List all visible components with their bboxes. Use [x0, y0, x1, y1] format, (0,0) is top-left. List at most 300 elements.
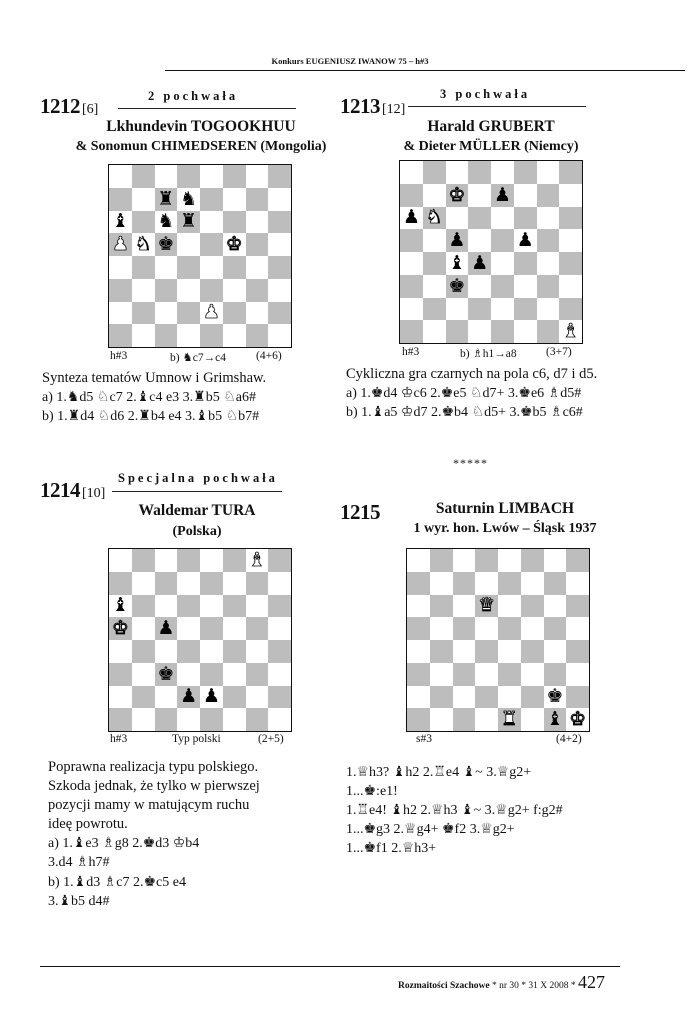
solution-line: 1...♚:e1!	[346, 784, 398, 799]
square-h5	[268, 617, 291, 640]
square-h1	[268, 708, 291, 731]
solution-line: 3.d4 ♗h7#	[48, 855, 110, 870]
square-a2	[400, 298, 423, 321]
solution-line: a) 1.♝e3 ♗g8 2.♚d3 ♔b4	[48, 836, 200, 851]
black-bishop-icon: ♝	[546, 708, 564, 731]
square-f8	[223, 165, 246, 188]
square-d2	[468, 298, 491, 321]
square-d1	[177, 324, 200, 347]
square-e2	[200, 302, 223, 325]
black-pawn-icon: ♟	[180, 685, 198, 708]
white-king-icon: ♚	[448, 183, 466, 206]
page-header: Konkurs EUGENIUSZ IWANOW 75 – h#3	[271, 56, 429, 66]
square-e6	[200, 595, 223, 618]
white-king-icon: ♚	[111, 617, 129, 640]
square-h4	[268, 256, 291, 279]
square-d4	[177, 640, 200, 663]
author-line-2: & Dieter MÜLLER (Niemcy)	[403, 139, 579, 154]
white-pawn-icon: ♟	[111, 233, 129, 256]
award-label: Specjalna pochwała	[118, 471, 278, 485]
square-b1	[132, 708, 155, 731]
author-line-1: Lkhundevin TOGOOKHUU	[106, 118, 296, 135]
square-c2	[155, 686, 178, 709]
square-d1	[468, 320, 491, 343]
square-a7	[407, 572, 430, 595]
square-d8	[177, 165, 200, 188]
square-f2	[521, 686, 544, 709]
square-h2	[268, 302, 291, 325]
square-f3	[223, 279, 246, 302]
solution-line: a) 1.♚d4 ♔c6 2.♚e5 ♘d7+ 3.♚e6 ♗d5#	[346, 386, 582, 401]
square-b6	[132, 595, 155, 618]
square-a3	[109, 663, 132, 686]
square-h8	[566, 549, 589, 572]
square-g8	[246, 165, 269, 188]
black-king-icon: ♚	[157, 662, 175, 685]
stipulation: h#3	[402, 346, 420, 358]
square-a8	[400, 161, 423, 184]
stipulation: s#3	[416, 733, 432, 745]
square-e6	[491, 207, 514, 230]
square-c6	[453, 595, 476, 618]
square-a3	[109, 279, 132, 302]
square-b8	[132, 165, 155, 188]
square-c1	[155, 708, 178, 731]
square-c3	[453, 663, 476, 686]
square-f2	[223, 302, 246, 325]
square-h1	[566, 708, 589, 731]
square-d8	[468, 161, 491, 184]
square-a5	[407, 617, 430, 640]
square-c1	[155, 324, 178, 347]
square-b1	[423, 320, 446, 343]
square-e2	[498, 686, 521, 709]
problem-number-1213	[340, 94, 405, 119]
square-h3	[566, 663, 589, 686]
solution-line: 1.♕h3? ♝h2 2.♖e4 ♝~ 3.♕g2+	[346, 765, 532, 780]
square-f6	[514, 207, 537, 230]
square-b4	[132, 256, 155, 279]
square-h4	[559, 252, 582, 275]
square-b7	[430, 572, 453, 595]
issue-info: * nr 30 * 31 X 2008 *	[491, 981, 576, 991]
square-b4	[132, 640, 155, 663]
square-b8	[132, 549, 155, 572]
square-g4	[537, 252, 560, 275]
square-e3	[498, 663, 521, 686]
square-d3	[177, 663, 200, 686]
square-b3	[132, 663, 155, 686]
problem-number-1214	[40, 478, 105, 503]
square-g4	[246, 256, 269, 279]
square-h7	[268, 188, 291, 211]
square-b2	[132, 686, 155, 709]
square-b3	[132, 279, 155, 302]
square-b4	[423, 252, 446, 275]
square-h6	[268, 211, 291, 234]
square-g1	[246, 708, 269, 731]
white-queen-icon: ♛	[478, 594, 496, 617]
square-d5	[177, 233, 200, 256]
square-e5	[200, 617, 223, 640]
square-a8	[109, 549, 132, 572]
square-e3	[491, 275, 514, 298]
twin-note: b) ♞c7→c4	[170, 352, 226, 364]
twin-note: Typ polski	[172, 733, 221, 745]
white-king-icon: ♚	[225, 233, 243, 256]
square-g2	[246, 302, 269, 325]
square-d6	[177, 211, 200, 234]
square-a5	[109, 233, 132, 256]
black-bishop-icon: ♝	[111, 210, 129, 233]
chess-diagram	[406, 548, 590, 732]
square-g6	[246, 595, 269, 618]
square-h7	[566, 572, 589, 595]
square-e4	[491, 252, 514, 275]
comment-line: ideę powrotu.	[48, 816, 128, 832]
white-king-icon: ♚	[569, 708, 587, 731]
square-g8	[544, 549, 567, 572]
black-knight-icon: ♞	[180, 187, 198, 210]
square-g1	[537, 320, 560, 343]
square-e1	[491, 320, 514, 343]
square-g5	[246, 617, 269, 640]
square-f3	[521, 663, 544, 686]
comment-line: Synteza tematów Umnow i Grimshaw.	[42, 370, 267, 386]
square-a3	[400, 275, 423, 298]
square-c7	[446, 184, 469, 207]
solution-line: 1...♚g3 2.♕g4+ ♚f2 3.♕g2+	[346, 822, 515, 837]
square-c4	[453, 640, 476, 663]
black-pawn-icon: ♟	[471, 251, 489, 274]
square-c1	[453, 708, 476, 731]
white-knight-icon: ♞	[134, 233, 152, 256]
square-d7	[475, 572, 498, 595]
square-g3	[537, 275, 560, 298]
square-a1	[400, 320, 423, 343]
square-c2	[453, 686, 476, 709]
square-c7	[155, 188, 178, 211]
piece-count: (2+5)	[258, 733, 284, 745]
white-bishop-icon: ♝	[562, 320, 580, 343]
square-h7	[268, 572, 291, 595]
square-h2	[559, 298, 582, 321]
square-g5	[544, 617, 567, 640]
square-f7	[223, 572, 246, 595]
square-h8	[268, 165, 291, 188]
problem-number: 1212	[40, 94, 80, 118]
square-g4	[544, 640, 567, 663]
author-line-1: Waldemar TURA	[138, 502, 256, 519]
square-f8	[514, 161, 537, 184]
stipulation: h#3	[110, 733, 128, 745]
square-a2	[109, 686, 132, 709]
award-rule	[112, 491, 282, 492]
problem-index: [12]	[382, 102, 406, 117]
square-c4	[446, 252, 469, 275]
black-king-icon: ♚	[448, 274, 466, 297]
square-a6	[109, 595, 132, 618]
square-h6	[559, 207, 582, 230]
square-d2	[177, 686, 200, 709]
square-a4	[109, 256, 132, 279]
square-b2	[423, 298, 446, 321]
square-d1	[177, 708, 200, 731]
square-g2	[544, 686, 567, 709]
square-b1	[430, 708, 453, 731]
square-f7	[514, 184, 537, 207]
square-e2	[200, 686, 223, 709]
section-separator: *****	[453, 456, 488, 470]
square-b6	[430, 595, 453, 618]
black-bishop-icon: ♝	[111, 594, 129, 617]
square-c2	[446, 298, 469, 321]
square-g7	[246, 188, 269, 211]
square-b5	[423, 229, 446, 252]
square-g8	[246, 549, 269, 572]
square-d4	[475, 640, 498, 663]
square-c3	[155, 663, 178, 686]
square-d4	[177, 256, 200, 279]
square-a2	[407, 686, 430, 709]
square-d6	[468, 207, 491, 230]
square-d5	[475, 617, 498, 640]
white-knight-icon: ♞	[425, 206, 443, 229]
square-f5	[223, 233, 246, 256]
square-a6	[400, 207, 423, 230]
square-h6	[268, 595, 291, 618]
square-g1	[246, 324, 269, 347]
square-e2	[491, 298, 514, 321]
author-line-2: 1 wyr. hon. Lwów – Śląsk 1937	[413, 521, 597, 536]
square-e5	[200, 233, 223, 256]
square-g6	[537, 207, 560, 230]
square-d4	[468, 252, 491, 275]
square-g2	[537, 298, 560, 321]
square-f4	[514, 252, 537, 275]
square-b8	[423, 161, 446, 184]
square-e8	[200, 165, 223, 188]
award-rule	[118, 108, 296, 109]
header-rule	[165, 70, 685, 71]
square-f6	[223, 595, 246, 618]
square-b6	[132, 211, 155, 234]
black-king-icon: ♚	[157, 233, 175, 256]
square-d6	[475, 595, 498, 618]
square-f2	[514, 298, 537, 321]
black-king-icon: ♚	[546, 685, 564, 708]
square-f1	[514, 320, 537, 343]
square-c5	[446, 229, 469, 252]
square-c1	[446, 320, 469, 343]
problem-number: 1214	[40, 478, 80, 502]
square-d5	[177, 617, 200, 640]
square-h5	[268, 233, 291, 256]
square-b5	[132, 233, 155, 256]
problem-number: 1213	[340, 94, 380, 118]
black-pawn-icon: ♟	[157, 617, 175, 640]
square-d2	[177, 302, 200, 325]
square-e8	[200, 549, 223, 572]
square-f8	[521, 549, 544, 572]
square-b8	[430, 549, 453, 572]
square-e3	[200, 663, 223, 686]
square-e3	[200, 279, 223, 302]
square-f4	[521, 640, 544, 663]
square-g8	[537, 161, 560, 184]
square-h8	[268, 549, 291, 572]
page-number: 427	[577, 972, 605, 992]
solution-line: 1.♖e4! ♝h2 2.♕h3 ♝~ 3.♕g2+ f:g2#	[346, 803, 563, 818]
comment-line: Poprawna realizacja typu polskiego.	[48, 759, 259, 775]
square-d3	[468, 275, 491, 298]
square-h1	[559, 320, 582, 343]
square-d3	[475, 663, 498, 686]
square-f4	[223, 256, 246, 279]
square-d7	[177, 188, 200, 211]
square-b3	[430, 663, 453, 686]
square-g5	[537, 229, 560, 252]
award-rule	[408, 106, 586, 107]
black-rook-icon: ♜	[180, 210, 198, 233]
square-a1	[407, 708, 430, 731]
square-h7	[559, 184, 582, 207]
white-rook-icon: ♜	[500, 708, 518, 731]
square-a1	[109, 324, 132, 347]
author-line-1: Harald GRUBERT	[427, 118, 555, 135]
square-f1	[223, 708, 246, 731]
square-d6	[177, 595, 200, 618]
square-c4	[155, 640, 178, 663]
square-b7	[132, 188, 155, 211]
square-d7	[468, 184, 491, 207]
award-label: 2 pochwała	[148, 89, 239, 103]
square-d8	[177, 549, 200, 572]
square-e6	[498, 595, 521, 618]
square-f6	[521, 595, 544, 618]
square-f5	[521, 617, 544, 640]
square-e8	[498, 549, 521, 572]
white-bishop-icon: ♝	[248, 548, 266, 571]
square-e4	[200, 256, 223, 279]
square-c6	[155, 211, 178, 234]
square-h3	[559, 275, 582, 298]
square-g5	[246, 233, 269, 256]
square-a7	[109, 188, 132, 211]
solution-line: b) 1.♝a5 ♔d7 2.♚b4 ♘d5+ 3.♚b5 ♗c6#	[346, 405, 583, 420]
black-pawn-icon: ♟	[516, 229, 534, 252]
square-c5	[155, 233, 178, 256]
square-g7	[544, 572, 567, 595]
square-h8	[559, 161, 582, 184]
square-f1	[223, 324, 246, 347]
square-h4	[566, 640, 589, 663]
square-h5	[566, 617, 589, 640]
square-d2	[475, 686, 498, 709]
square-f7	[521, 572, 544, 595]
square-e4	[200, 640, 223, 663]
square-f5	[514, 229, 537, 252]
comment-line: Szkoda jednak, że tylko w pierwszej	[48, 778, 260, 794]
author-line-2: (Polska)	[172, 524, 222, 539]
square-a7	[400, 184, 423, 207]
square-c8	[446, 161, 469, 184]
square-g4	[246, 640, 269, 663]
square-a6	[407, 595, 430, 618]
page-footer	[398, 972, 605, 993]
square-e5	[491, 229, 514, 252]
square-a2	[109, 302, 132, 325]
comment-line: Cykliczna gra czarnych na pola c6, d7 i d5.	[346, 366, 598, 382]
square-f5	[223, 617, 246, 640]
square-d7	[177, 572, 200, 595]
square-g6	[246, 211, 269, 234]
square-h2	[566, 686, 589, 709]
chess-diagram	[108, 164, 292, 348]
square-a3	[407, 663, 430, 686]
square-c5	[155, 617, 178, 640]
square-f8	[223, 549, 246, 572]
chess-diagram	[108, 548, 292, 732]
white-pawn-icon: ♟	[202, 301, 220, 324]
square-d8	[475, 549, 498, 572]
square-h5	[559, 229, 582, 252]
square-c6	[446, 207, 469, 230]
square-e1	[200, 708, 223, 731]
square-c2	[155, 302, 178, 325]
square-b2	[132, 302, 155, 325]
square-f1	[521, 708, 544, 731]
square-g3	[544, 663, 567, 686]
square-g7	[246, 572, 269, 595]
solution-line: b) 1.♝d3 ♗c7 2.♚c5 e4	[48, 875, 186, 890]
square-f3	[223, 663, 246, 686]
square-d3	[177, 279, 200, 302]
solution-line: b) 1.♜d4 ♘d6 2.♜b4 e4 3.♝b5 ♘b7#	[42, 409, 260, 424]
square-c8	[155, 549, 178, 572]
black-pawn-icon: ♟	[493, 183, 511, 206]
square-a1	[109, 708, 132, 731]
square-b2	[430, 686, 453, 709]
square-e8	[491, 161, 514, 184]
award-label: 3 pochwała	[440, 87, 531, 101]
square-c7	[453, 572, 476, 595]
square-g6	[544, 595, 567, 618]
square-b5	[132, 617, 155, 640]
square-b6	[423, 207, 446, 230]
black-bishop-icon: ♝	[448, 251, 466, 274]
square-e6	[200, 211, 223, 234]
square-b3	[423, 275, 446, 298]
square-g2	[246, 686, 269, 709]
square-a8	[109, 165, 132, 188]
square-d1	[475, 708, 498, 731]
black-rook-icon: ♜	[157, 187, 175, 210]
square-a6	[109, 211, 132, 234]
piece-count: (3+7)	[546, 346, 572, 358]
square-a4	[407, 640, 430, 663]
black-pawn-icon: ♟	[202, 685, 220, 708]
square-e5	[498, 617, 521, 640]
square-c8	[453, 549, 476, 572]
piece-count: (4+2)	[556, 733, 582, 745]
problem-index: [10]	[82, 486, 106, 501]
square-c4	[155, 256, 178, 279]
square-d5	[468, 229, 491, 252]
square-b5	[430, 617, 453, 640]
piece-count: (4+6)	[256, 350, 282, 362]
problem-number: 1215	[340, 500, 380, 524]
